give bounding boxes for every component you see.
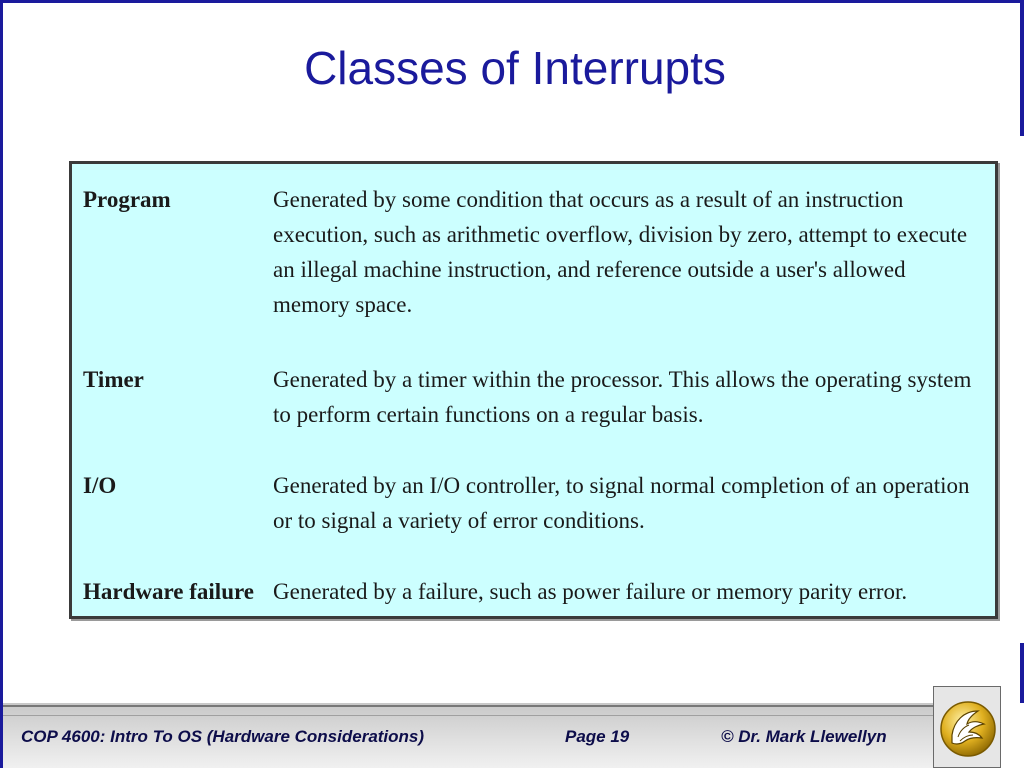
footer-divider-thin	[3, 715, 933, 716]
interrupt-classes-table	[69, 161, 998, 619]
interrupt-class-description: Generated by some condition that occurs as a result of an instruction execution, such as arithmetic overflow, division by zero, attempt to execute an illegal machine instruction, and reference outside a user's allowed memory space.	[273, 187, 968, 317]
interrupt-class-description: Generated by an I/O controller, to signal normal completion of an operation or to signal a variety of error conditions.	[273, 473, 970, 533]
interrupt-class-term: Hardware failure	[83, 579, 254, 604]
slide-right-accent-bar-lower	[1020, 643, 1024, 703]
footer-page-number: Page 19	[565, 727, 630, 746]
logo-frame	[933, 686, 1001, 768]
interrupt-class-term: Program	[83, 187, 171, 212]
interrupt-class-term: Timer	[83, 367, 144, 392]
slide-title: Classes of Interrupts	[304, 42, 726, 94]
interrupt-class-description: Generated by a timer within the processor. This allows the operating system to perform certain functions on a regular basis.	[273, 367, 972, 427]
interrupt-class-term: I/O	[83, 473, 117, 498]
footer-course-label: COP 4600: Intro To OS (Hardware Considerations)	[21, 727, 425, 746]
ucf-pegasus-logo-icon	[938, 697, 998, 759]
footer-author: © Dr. Mark Llewellyn	[721, 727, 887, 746]
interrupt-class-description: Generated by a failure, such as power failure or memory parity error.	[273, 579, 908, 604]
footer-divider	[3, 705, 933, 707]
